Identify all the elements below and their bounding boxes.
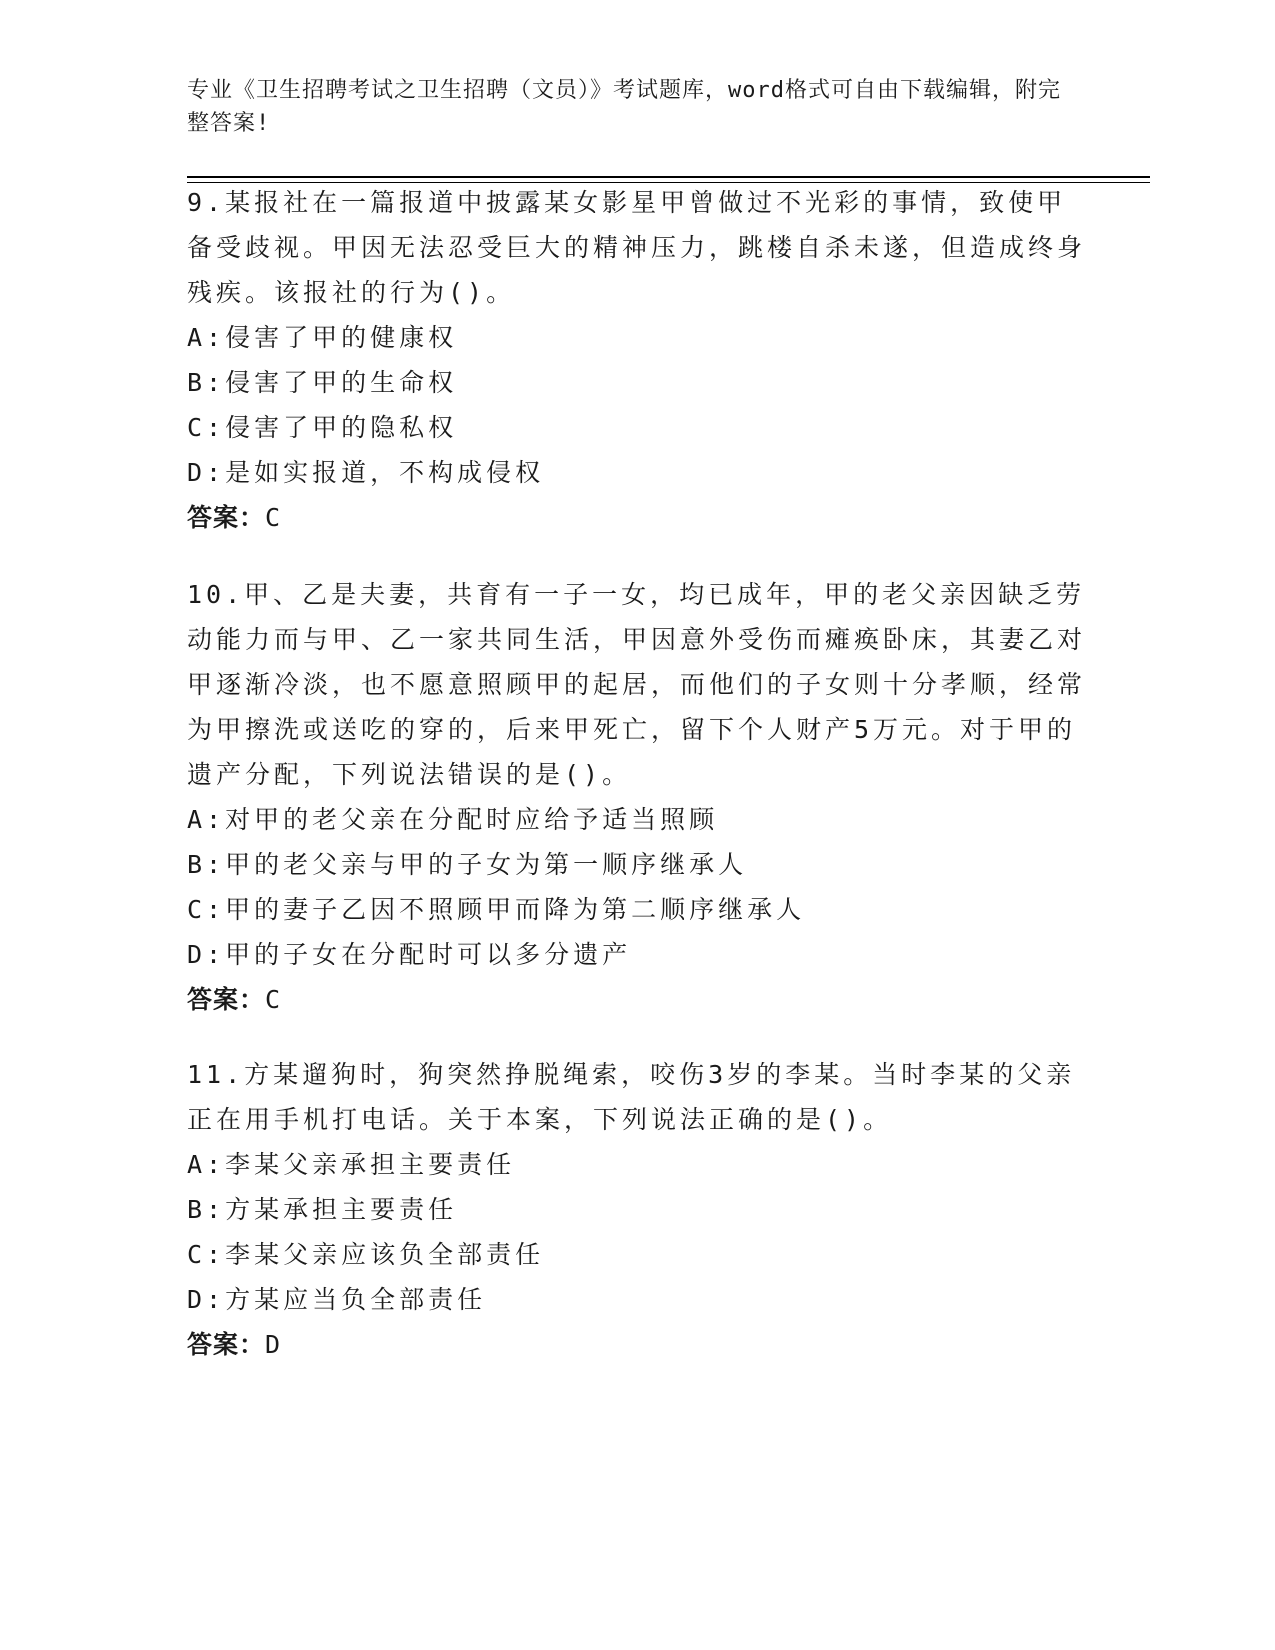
answer-value: C bbox=[265, 985, 282, 1014]
question-stem: 10.甲、乙是夫妻，共育有一子一女，均已成年，甲的老父亲因缺乏劳动能力而与甲、乙一家共同生活，甲因意外受伤而瘫痪卧床，其妻乙对甲逐渐冷淡，也不愿意照顾甲的起居，而他们的子女则十分孝顺，经常为甲擦洗或送吃的穿的，后来甲死亡，留下个人财产5万元。对于甲的遗产分配，下列说法错误的是()。 bbox=[187, 580, 1087, 789]
option-a: A:李某父亲承担主要责任 bbox=[187, 1150, 516, 1179]
question-9 bbox=[187, 180, 1087, 540]
option-a: A:对甲的老父亲在分配时应给予适当照顾 bbox=[187, 805, 719, 834]
question-10 bbox=[187, 572, 1087, 1022]
option-b: B:方某承担主要责任 bbox=[187, 1195, 458, 1224]
question-11 bbox=[187, 1052, 1087, 1367]
question-stem: 11.方某遛狗时，狗突然挣脱绳索，咬伤3岁的李某。当时李某的父亲正在用手机打电话。关于本案，下列说法正确的是()。 bbox=[187, 1060, 1076, 1134]
option-b: B:侵害了甲的生命权 bbox=[187, 368, 458, 397]
answer-label: 答案： bbox=[187, 503, 266, 532]
answer-line bbox=[187, 495, 1087, 540]
option-c: C:侵害了甲的隐私权 bbox=[187, 413, 458, 442]
answer-line bbox=[187, 977, 1087, 1022]
option-d: D:方某应当负全部责任 bbox=[187, 1285, 487, 1314]
answer-value: D bbox=[265, 1330, 282, 1359]
answer-value: C bbox=[265, 503, 282, 532]
header-divider-thick bbox=[187, 176, 1150, 178]
answer-label: 答案： bbox=[187, 1330, 266, 1359]
answer-line bbox=[187, 1322, 1087, 1367]
document-header: 专业《卫生招聘考试之卫生招聘（文员）》考试题库，word格式可自由下载编辑，附完整答案! bbox=[187, 78, 1061, 136]
option-a: A:侵害了甲的健康权 bbox=[187, 323, 458, 352]
question-stem: 9.某报社在一篇报道中披露某女影星甲曾做过不光彩的事情，致使甲备受歧视。甲因无法忍受巨大的精神压力，跳楼自杀未遂，但造成终身残疾。该报社的行为()。 bbox=[187, 188, 1087, 307]
option-c: C:甲的妻子乙因不照顾甲而降为第二顺序继承人 bbox=[187, 895, 806, 924]
option-d: D:甲的子女在分配时可以多分遗产 bbox=[187, 940, 632, 969]
answer-label: 答案： bbox=[187, 985, 266, 1014]
option-b: B:甲的老父亲与甲的子女为第一顺序继承人 bbox=[187, 850, 748, 879]
option-c: C:李某父亲应该负全部责任 bbox=[187, 1240, 545, 1269]
option-d: D:是如实报道，不构成侵权 bbox=[187, 458, 545, 487]
